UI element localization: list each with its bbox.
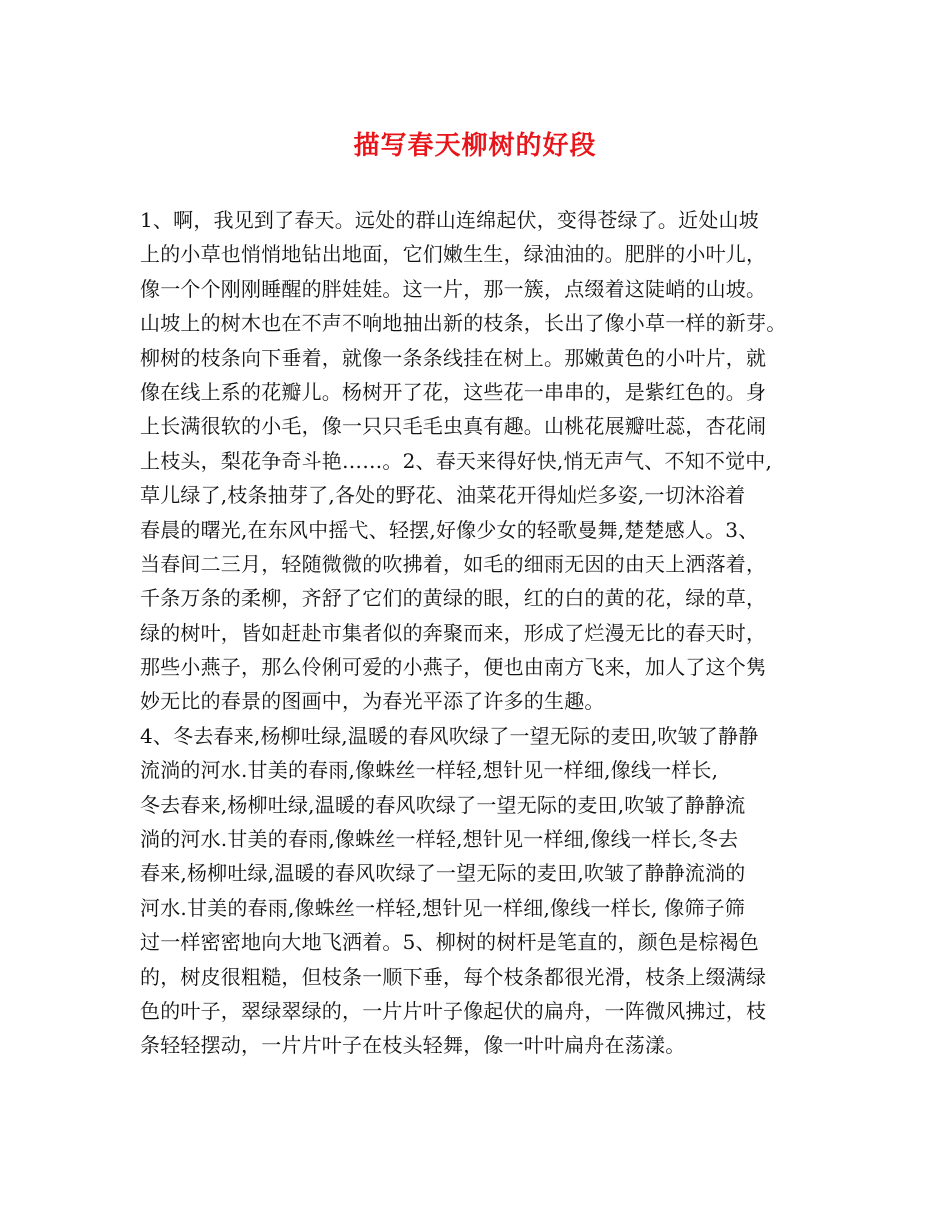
- text-line: 4、冬去春来,杨柳吐绿,温暖的春风吹绿了一望无际的麦田,吹皱了静静: [140, 723, 759, 748]
- text-line: 的，树皮很粗糙，但枝条一顺下垂，每个枝条都很光滑，枝条上缀满绿: [140, 964, 767, 989]
- document-title: 描写春天柳树的好段: [353, 131, 597, 161]
- text-line: 像一个个刚刚睡醒的胖娃娃。这一片，那一簇，点缀着这陡峭的山坡。: [140, 276, 767, 301]
- text-line: 千条万条的柔柳，齐舒了它们的黄绿的眼，红的白的黄的花，绿的草，: [140, 586, 767, 611]
- text-line: 河水.甘美的春雨,像蛛丝一样轻,想针见一样细,像线一样长, 像筛子筛: [140, 895, 745, 920]
- text-line: 像在线上系的花瓣儿。杨树开了花，这些花一串串的，是紫红色的。身: [140, 379, 767, 404]
- text-line: 那些小燕子，那么伶俐可爱的小燕子，便也由南方飞来，加人了这个隽: [140, 655, 767, 680]
- text-line: 淌的河水.甘美的春雨,像蛛丝一样轻,想针见一样细,像线一样长,冬去: [140, 827, 739, 852]
- text-line: 上的小草也悄悄地钻出地面，它们嫩生生，绿油油的。肥胖的小叶儿，: [140, 242, 767, 267]
- text-line: 山坡上的树木也在不声不响地抽出新的枝条，长出了像小草一样的新芽。: [140, 311, 787, 336]
- text-line: 上枝头，梨花争奇斗艳……。2、春天来得好快,悄无声气、不知不觉中,: [140, 448, 773, 473]
- text-line: 冬去春来,杨柳吐绿,温暖的春风吹绿了一望无际的麦田,吹皱了静静流: [140, 792, 746, 817]
- text-line: 草儿绿了,枝条抽芽了,各处的野花、油菜花开得灿烂多姿,一切沐浴着: [140, 483, 746, 508]
- text-line: 妙无比的春景的图画中，为春光平添了许多的生趣。: [140, 689, 605, 714]
- text-line: 绿的树叶，皆如赶赴市集者似的奔聚而来，形成了烂漫无比的春天时，: [140, 620, 767, 645]
- text-line: 过一样密密地向大地飞洒着。5、柳树的树杆是笔直的，颜色是棕褐色: [140, 930, 759, 955]
- text-line: 当春间二三月，轻随微微的吹拂着，如毛的细雨无因的由天上洒落着，: [140, 551, 767, 576]
- text-line: 春来,杨柳吐绿,温暖的春风吹绿了一望无际的麦田,吹皱了静静流淌的: [140, 861, 746, 886]
- document-body: [140, 203, 820, 1063]
- text-line: 色的叶子，翠绿翠绿的，一片片叶子像起伏的扁舟，一阵微风拂过，枝: [140, 998, 767, 1023]
- text-line: 柳树的枝条向下垂着，就像一条条线挂在树上。那嫩黄色的小叶片，就: [140, 345, 767, 370]
- text-line: 春晨的曙光,在东风中摇弋、轻摆,好像少女的轻歌曼舞,楚楚感人。3、: [140, 517, 759, 542]
- text-line: 上长满很软的小毛，像一只只毛毛虫真有趣。山桃花展瓣吐蕊，杏花闹: [140, 414, 767, 439]
- text-line: 条轻轻摆动，一片片叶子在枝头轻舞，像一叶叶扁舟在荡漾。: [140, 1033, 686, 1058]
- text-line: 流淌的河水.甘美的春雨,像蛛丝一样轻,想针见一样细,像线一样长,: [140, 758, 719, 783]
- text-line: 1、啊，我见到了春天。远处的群山连绵起伏，变得苍绿了。近处山坡: [140, 208, 759, 232]
